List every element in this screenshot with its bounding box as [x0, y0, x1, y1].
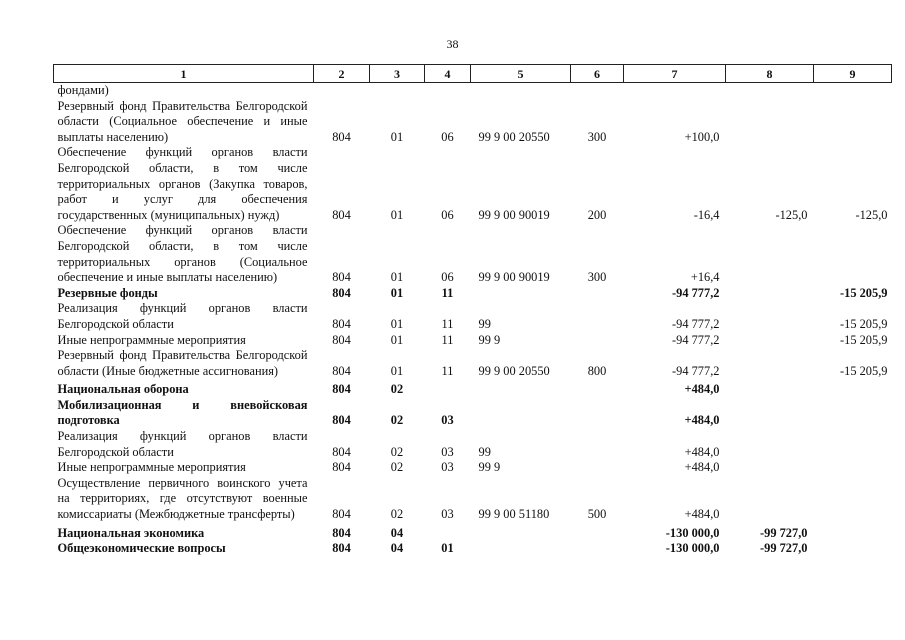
row-expense-type	[571, 333, 624, 349]
row-expense-type: 800	[587, 363, 607, 378]
row-amount-col9: -15 205,9	[840, 285, 888, 300]
row-target-article	[471, 523, 571, 542]
row-section-code: 02	[390, 444, 404, 459]
row-target-article: 99	[478, 444, 491, 459]
row-subsection-code: 03	[441, 413, 454, 428]
row-amount-col8	[726, 99, 814, 146]
row-subsection-code	[425, 523, 471, 542]
row-amount-col7: +16,4	[690, 270, 720, 285]
row-section-code: 02	[390, 382, 404, 397]
row-amount-col7: -94 777,2	[672, 363, 720, 378]
table-row	[54, 83, 892, 99]
row-amount-col7: -16,4	[693, 207, 720, 222]
row-expense-type: 500	[587, 507, 607, 522]
row-amount-col7: +484,0	[684, 444, 720, 459]
row-amount-col9	[814, 223, 892, 285]
row-subsection-code: 11	[441, 285, 454, 300]
row-name: Реализация функций органов власти Белгородской области	[57, 429, 308, 459]
table-row	[54, 333, 892, 349]
row-expense-type: 300	[587, 129, 607, 144]
header-col-5: 5	[471, 65, 571, 83]
row-amount-col7: -130 000,0	[665, 541, 720, 556]
table-row	[54, 523, 892, 542]
table-row	[54, 541, 892, 557]
row-grbs-code: 804	[332, 413, 351, 428]
row-subsection-code: 03	[441, 507, 454, 522]
row-name: Резервный фонд Правительства Белгородской области (Иные бюджетные ассигнования)	[57, 348, 308, 378]
row-section-code: 01	[390, 363, 404, 378]
row-grbs-code: 804	[332, 332, 351, 347]
row-grbs-code	[314, 83, 370, 99]
row-name: Иные непрограммные мероприятия	[57, 332, 246, 347]
row-amount-col7	[624, 83, 726, 99]
row-subsection-code: 11	[441, 316, 454, 331]
row-amount-col8	[726, 429, 814, 460]
header-col-2: 2	[314, 65, 370, 83]
row-target-article	[471, 286, 571, 302]
row-amount-col9	[814, 429, 892, 460]
row-grbs-code: 804	[332, 541, 351, 556]
row-expense-type: 300	[587, 270, 607, 285]
row-target-article	[471, 541, 571, 557]
row-section-code: 02	[390, 460, 404, 475]
row-target-article: 99 9	[478, 332, 501, 347]
row-name: Реализация функций органов власти Белгородской области	[57, 301, 308, 331]
row-amount-col7: +484,0	[684, 413, 720, 428]
row-name: Резервный фонд Правительства Белгородской области (Социальное обеспечение и иные выплаты населению)	[57, 98, 308, 144]
row-grbs-code: 804	[332, 525, 351, 540]
row-name: Иные непрограммные мероприятия	[57, 460, 246, 475]
row-expense-type	[571, 541, 624, 557]
table-row	[54, 301, 892, 332]
row-subsection-code: 03	[441, 444, 454, 459]
header-col-9: 9	[814, 65, 892, 83]
row-subsection-code	[425, 83, 471, 99]
row-expense-type	[571, 83, 624, 99]
table-body	[54, 83, 892, 557]
table-row	[54, 348, 892, 379]
row-expense-type	[571, 301, 624, 332]
row-expense-type	[571, 460, 624, 476]
row-target-article: 99 9 00 20550	[478, 129, 550, 144]
page-number: 38	[446, 37, 459, 51]
row-target-article: 99 9	[478, 460, 501, 475]
row-grbs-code: 804	[332, 460, 351, 475]
row-amount-col8	[726, 348, 814, 379]
row-amount-col9: -15 205,9	[840, 363, 888, 378]
header-col-1: 1	[54, 65, 314, 83]
row-name: Обеспечение функций органов власти Белгородской области, в том числе территориальных органов (Социальное обеспечение и иные выплаты населению)	[57, 223, 308, 285]
row-amount-col8	[726, 333, 814, 349]
row-section-code: 04	[390, 525, 404, 540]
header-col-6: 6	[571, 65, 624, 83]
row-name: Обеспечение функций органов власти Белгородской области, в том числе территориальных органов (Закупка товаров, работ и услуг для обеспечения государственных (муниципальных) нужд)	[57, 145, 308, 222]
table-row	[54, 429, 892, 460]
row-amount-col7: -130 000,0	[665, 525, 720, 540]
row-target-article	[471, 379, 571, 398]
row-section-code: 01	[390, 129, 404, 144]
table-row	[54, 379, 892, 398]
table-row	[54, 99, 892, 146]
row-target-article	[471, 398, 571, 429]
row-grbs-code: 804	[332, 285, 351, 300]
row-amount-col8	[726, 476, 814, 523]
row-target-article: 99 9 00 90019	[478, 207, 550, 222]
row-amount-col9	[814, 379, 892, 398]
row-section-code: 01	[390, 207, 404, 222]
row-subsection-code	[425, 379, 471, 398]
row-name: фондами)	[57, 83, 109, 97]
row-amount-col8: -99 727,0	[760, 525, 808, 540]
header-col-3: 3	[370, 65, 425, 83]
header-col-7: 7	[624, 65, 726, 83]
budget-table	[53, 64, 892, 557]
row-grbs-code: 804	[332, 507, 351, 522]
table-row	[54, 460, 892, 476]
row-amount-col7: +100,0	[684, 129, 720, 144]
row-grbs-code: 804	[332, 363, 351, 378]
row-expense-type	[571, 286, 624, 302]
table-row	[54, 223, 892, 285]
row-subsection-code: 01	[441, 541, 454, 556]
row-amount-col8	[726, 301, 814, 332]
row-amount-col9: -15 205,9	[840, 332, 888, 347]
row-section-code: 01	[390, 316, 404, 331]
header-row	[54, 65, 892, 83]
header-col-4: 4	[425, 65, 471, 83]
row-grbs-code: 804	[332, 382, 351, 397]
row-section-code	[370, 83, 425, 99]
row-expense-type	[571, 398, 624, 429]
row-amount-col9	[814, 460, 892, 476]
row-name: Осуществление первичного воинского учета на территориях, где отсутствуют военные комиссариаты (Межбюджетные трансферты)	[57, 475, 308, 522]
table-row	[54, 476, 892, 523]
row-target-article: 99 9 00 51180	[478, 507, 550, 522]
row-amount-col9	[814, 523, 892, 542]
row-amount-col9	[814, 541, 892, 557]
row-amount-col9	[814, 83, 892, 99]
row-expense-type	[571, 429, 624, 460]
row-subsection-code: 06	[441, 270, 454, 285]
row-name: Национальная оборона	[57, 382, 189, 397]
row-target-article: 99 9 00 90019	[478, 270, 550, 285]
row-amount-col8: -99 727,0	[760, 541, 808, 556]
row-grbs-code: 804	[332, 270, 351, 285]
row-expense-type	[571, 523, 624, 542]
table-row	[54, 286, 892, 302]
row-amount-col8	[726, 398, 814, 429]
row-section-code: 02	[390, 507, 404, 522]
row-amount-col8	[726, 286, 814, 302]
row-target-article: 99	[478, 316, 491, 331]
row-amount-col8	[726, 223, 814, 285]
row-name: Общеэкономические вопросы	[57, 541, 226, 556]
row-amount-col7: -94 777,2	[672, 285, 720, 300]
row-subsection-code: 06	[441, 207, 454, 222]
row-amount-col9	[814, 398, 892, 429]
row-amount-col9	[814, 476, 892, 523]
row-section-code: 01	[390, 332, 404, 347]
row-amount-col8	[726, 460, 814, 476]
row-amount-col7: +484,0	[684, 507, 720, 522]
table-row	[54, 145, 892, 223]
row-amount-col9: -125,0	[855, 207, 888, 222]
table-header	[54, 65, 892, 83]
row-grbs-code: 804	[332, 444, 351, 459]
row-subsection-code: 06	[441, 129, 454, 144]
row-section-code: 01	[390, 270, 404, 285]
budget-table-sheet	[53, 64, 891, 557]
row-section-code: 04	[390, 541, 404, 556]
row-amount-col8	[726, 379, 814, 398]
row-subsection-code: 11	[441, 363, 454, 378]
row-name: Мобилизационная и вневойсковая подготовка	[57, 397, 308, 428]
row-amount-col9: -15 205,9	[840, 316, 888, 331]
row-name: Национальная экономика	[57, 525, 205, 540]
row-expense-type: 200	[587, 207, 607, 222]
row-name: Резервные фонды	[57, 285, 158, 300]
row-amount-col7: -94 777,2	[672, 316, 720, 331]
table-row	[54, 398, 892, 429]
row-grbs-code: 804	[332, 129, 351, 144]
row-amount-col7: +484,0	[684, 382, 720, 397]
row-amount-col8	[726, 83, 814, 99]
row-amount-col7: +484,0	[684, 460, 720, 475]
row-target-article: 99 9 00 20550	[478, 363, 550, 378]
row-subsection-code: 03	[441, 460, 454, 475]
row-subsection-code: 11	[441, 332, 454, 347]
row-grbs-code: 804	[332, 207, 351, 222]
row-amount-col8: -125,0	[775, 207, 808, 222]
row-amount-col7: -94 777,2	[672, 332, 720, 347]
row-target-article	[471, 83, 571, 99]
row-amount-col9	[814, 99, 892, 146]
row-expense-type	[571, 379, 624, 398]
row-section-code: 01	[390, 285, 404, 300]
header-col-8: 8	[726, 65, 814, 83]
row-section-code: 02	[390, 413, 404, 428]
row-grbs-code: 804	[332, 316, 351, 331]
